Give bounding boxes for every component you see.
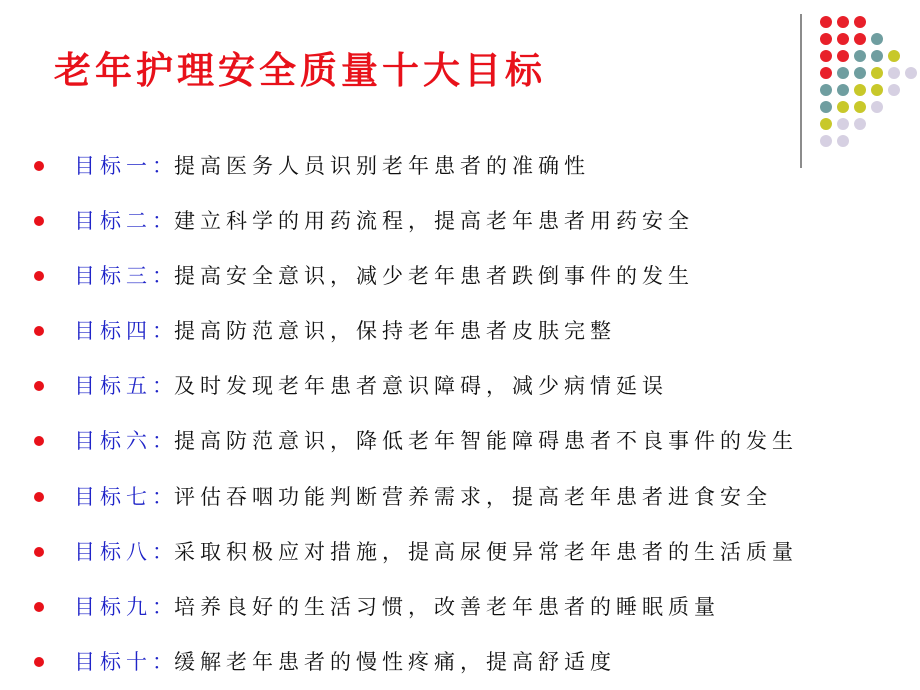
bullet-icon bbox=[34, 271, 44, 281]
bullet-icon bbox=[34, 492, 44, 502]
decor-dot bbox=[854, 16, 866, 28]
decor-dot bbox=[871, 33, 883, 45]
decor-dot bbox=[837, 33, 849, 45]
decor-dot bbox=[820, 84, 832, 96]
goal-label: 目标二： bbox=[74, 209, 178, 233]
decor-dot bbox=[837, 84, 849, 96]
goal-text: 及时发现老年患者意识障碍，减少病情延误 bbox=[174, 374, 668, 398]
bullet-icon bbox=[34, 436, 44, 446]
decor-dot bbox=[871, 101, 883, 113]
goal-text: 采取积极应对措施，提高尿便异常老年患者的生活质量 bbox=[174, 540, 798, 564]
bullet-icon bbox=[34, 326, 44, 336]
decor-dot bbox=[837, 67, 849, 79]
decor-dot bbox=[820, 67, 832, 79]
decor-dot bbox=[905, 67, 917, 79]
bullet-icon bbox=[34, 547, 44, 557]
decor-dot bbox=[888, 84, 900, 96]
decor-dot bbox=[854, 33, 866, 45]
decor-dot bbox=[854, 101, 866, 113]
goal-label: 目标一： bbox=[74, 154, 178, 178]
decor-dot bbox=[837, 50, 849, 62]
decor-dot bbox=[854, 67, 866, 79]
decor-dot bbox=[888, 67, 900, 79]
bullet-icon bbox=[34, 602, 44, 612]
goal-label: 目标四： bbox=[74, 319, 178, 343]
decor-dot bbox=[871, 50, 883, 62]
goal-label: 目标十： bbox=[74, 650, 178, 674]
bullet-icon bbox=[34, 381, 44, 391]
decor-dot bbox=[854, 50, 866, 62]
decor-dot bbox=[854, 118, 866, 130]
goal-text: 提高防范意识，降低老年智能障碍患者不良事件的发生 bbox=[174, 429, 798, 453]
goal-text: 提高安全意识，减少老年患者跌倒事件的发生 bbox=[174, 264, 694, 288]
goal-text: 评估吞咽功能判断营养需求，提高老年患者进食安全 bbox=[174, 485, 772, 509]
decor-dot bbox=[837, 101, 849, 113]
goal-text: 培养良好的生活习惯，改善老年患者的睡眠质量 bbox=[174, 595, 720, 619]
goal-text: 缓解老年患者的慢性疼痛，提高舒适度 bbox=[174, 650, 616, 674]
goal-label: 目标七： bbox=[74, 485, 178, 509]
decor-dot bbox=[820, 33, 832, 45]
decor-dot bbox=[888, 50, 900, 62]
bullet-icon bbox=[34, 161, 44, 171]
goal-text: 提高医务人员识别老年患者的准确性 bbox=[174, 154, 590, 178]
slide-title: 老年护理安全质量十大目标 bbox=[54, 49, 546, 92]
goal-text: 提高防范意识，保持老年患者皮肤完整 bbox=[174, 319, 616, 343]
goal-label: 目标五： bbox=[74, 374, 178, 398]
goal-text: 建立科学的用药流程，提高老年患者用药安全 bbox=[174, 209, 694, 233]
bullet-icon bbox=[34, 216, 44, 226]
decor-dot bbox=[820, 135, 832, 147]
divider-line bbox=[800, 14, 802, 168]
decor-dot bbox=[871, 67, 883, 79]
decor-dot bbox=[871, 84, 883, 96]
decor-dot bbox=[820, 118, 832, 130]
decor-dot bbox=[837, 16, 849, 28]
goal-label: 目标三： bbox=[74, 264, 178, 288]
goal-label: 目标六： bbox=[74, 429, 178, 453]
decor-dot bbox=[820, 101, 832, 113]
decor-dot bbox=[820, 50, 832, 62]
decor-dot bbox=[837, 118, 849, 130]
goal-label: 目标九： bbox=[74, 595, 178, 619]
goal-label: 目标八： bbox=[74, 540, 178, 564]
decor-dot bbox=[854, 84, 866, 96]
bullet-icon bbox=[34, 657, 44, 667]
decor-dot bbox=[837, 135, 849, 147]
decor-dot bbox=[820, 16, 832, 28]
